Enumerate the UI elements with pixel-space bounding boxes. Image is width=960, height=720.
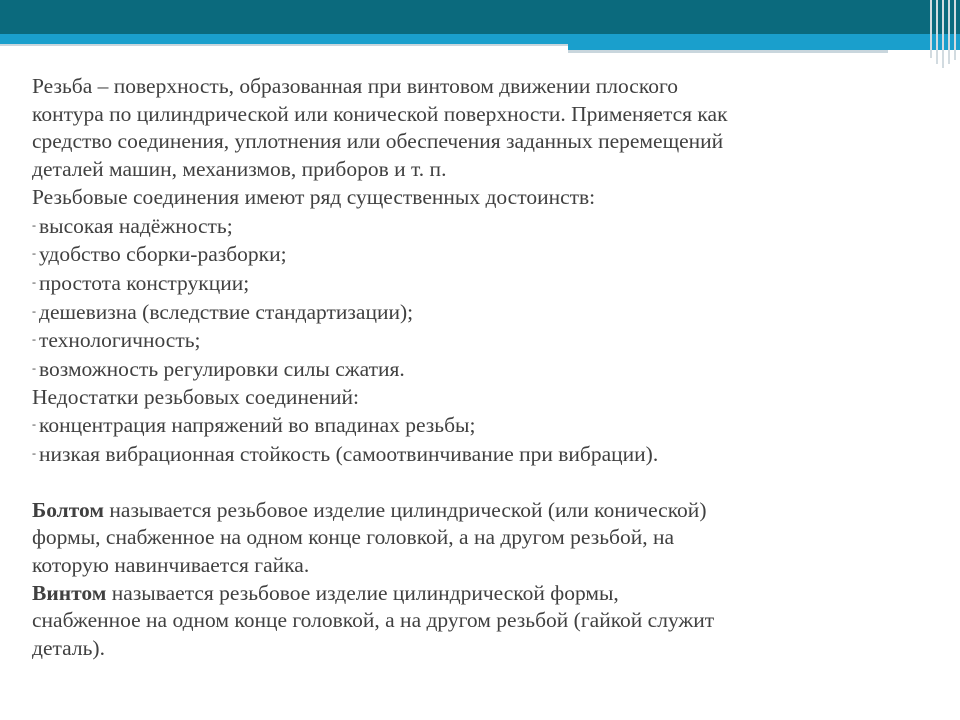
slide-body (32, 73, 932, 663)
advantage-item (32, 326, 932, 355)
screw-definition-line: снабженное на одном конце головкой, а на другом резьбой (гайкой служит (32, 608, 715, 633)
bullet-dash: - (32, 274, 36, 289)
bullet-dash: - (32, 417, 36, 432)
intro-line: деталей машин, механизмов, приборов и т. п. (32, 157, 447, 182)
decor-line (954, 0, 956, 60)
header-divider (0, 44, 568, 46)
bolt-definition-line: которую навинчивается гайка. (32, 552, 310, 577)
bullet-dash: - (32, 446, 36, 461)
advantages-heading: Резьбовые соединения имеют ряд существенных достоинств: (32, 184, 596, 209)
bullet-dash: - (32, 303, 36, 318)
advantage-text: возможность регулировки силы сжатия. (39, 357, 405, 382)
advantage-item (32, 355, 932, 384)
bullet-dash: - (32, 332, 36, 347)
bolt-definition-line: формы, снабженное на одном конце головкой, а на другом резьбой, на (32, 525, 674, 550)
advantage-text: простота конструкции; (39, 270, 250, 295)
advantage-text: дешевизна (вследствие стандартизации); (39, 299, 414, 324)
bullet-dash: - (32, 217, 36, 232)
screw-definition-line: деталь). (32, 636, 105, 661)
paragraph-gap (32, 469, 932, 497)
header-stripe (0, 34, 960, 44)
disadvantage-text: концентрация напряжений во впадинах резьбы; (39, 413, 476, 438)
disadvantage-text: низкая вибрационная стойкость (самоотвинчивание при вибрации). (39, 442, 659, 467)
advantage-text: технологичность; (39, 328, 201, 353)
disadvantage-item (32, 411, 932, 440)
bolt-term: Болтом (32, 497, 105, 522)
advantage-item (32, 240, 932, 269)
header-band (0, 0, 960, 34)
intro-line: контура по цилиндрической или конической поверхности. Применяется как (32, 101, 728, 126)
advantage-item (32, 269, 932, 298)
advantage-item (32, 212, 932, 241)
bullet-dash: - (32, 361, 36, 376)
header-divider-step (568, 50, 888, 53)
disadvantage-item (32, 440, 932, 469)
disadvantages-heading: Недостатки резьбовых соединений: (32, 384, 359, 409)
advantage-text: удобство сборки-разборки; (39, 242, 287, 267)
advantage-item (32, 298, 932, 327)
decor-line (942, 0, 944, 68)
decor-line (930, 0, 932, 58)
bolt-text: называется резьбовое изделие цилиндрической (или конической) (104, 497, 707, 522)
bolt-definition-line (32, 497, 932, 525)
advantage-text: высокая надёжность; (39, 213, 233, 238)
intro-line: Резьба – поверхность, образованная при винтовом движении плоского (32, 74, 678, 98)
screw-text: называется резьбовое изделие цилиндрической формы, (106, 580, 619, 605)
screw-definition-line (32, 580, 932, 608)
decor-line (936, 0, 938, 64)
bullet-dash: - (32, 246, 36, 261)
screw-term: Винтом (32, 580, 107, 605)
intro-line: средство соединения, уплотнения или обеспечения заданных перемещений (32, 129, 724, 154)
decor-line (948, 0, 950, 64)
